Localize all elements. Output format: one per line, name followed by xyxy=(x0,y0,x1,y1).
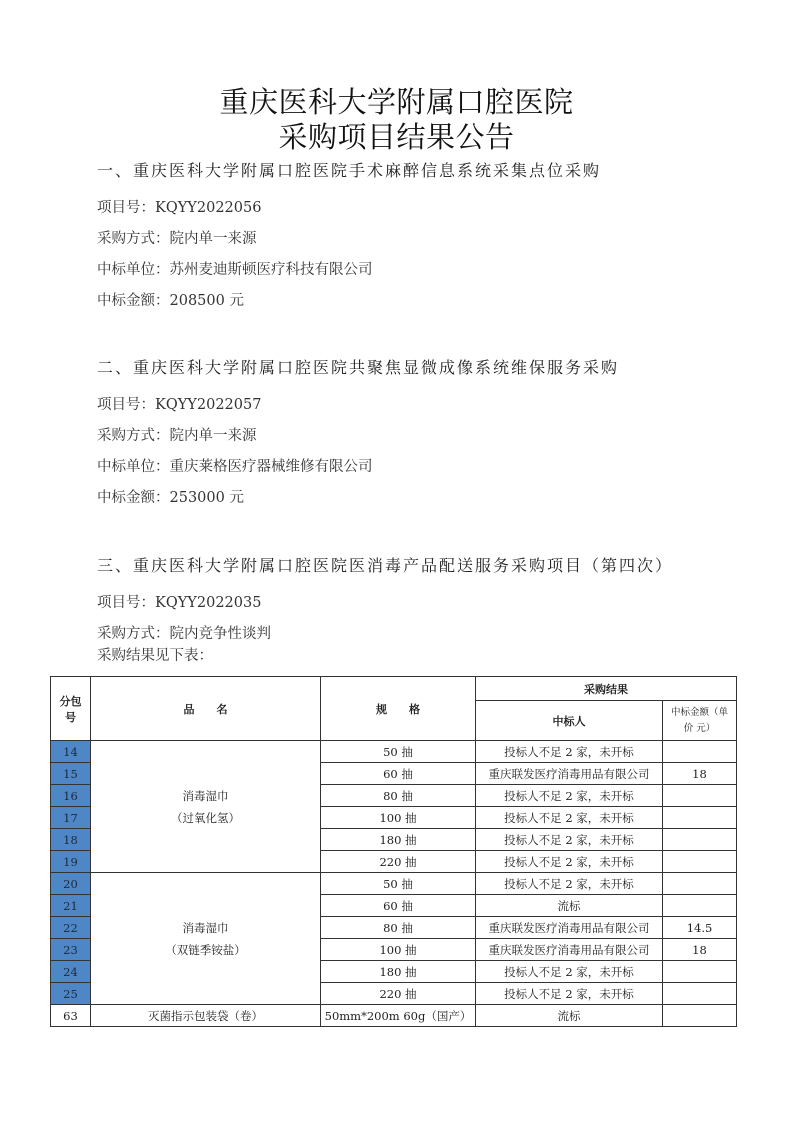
header-text: 价 元） xyxy=(683,722,716,734)
header-text: 号 xyxy=(65,710,76,724)
table-row xyxy=(51,741,737,763)
spec-cell: 100 抽 xyxy=(321,807,476,829)
project-number: 项目号：KQYY2022035 xyxy=(97,595,262,611)
price-cell: 18 xyxy=(663,763,737,785)
product-name-cell xyxy=(91,741,321,873)
price-cell xyxy=(663,1005,737,1027)
spec-cell: 80 抽 xyxy=(321,917,476,939)
price-cell: 14.5 xyxy=(663,917,737,939)
winner-cell: 投标人不足 2 家，未开标 xyxy=(476,873,663,895)
lot-number-header xyxy=(51,677,91,741)
winner-header: 中标人 xyxy=(476,701,663,741)
page-title: 重庆医科大学附属口腔医院 xyxy=(219,85,574,119)
winning-amount: 中标金额：253000 元 xyxy=(97,490,244,506)
winner-cell: 重庆联发医疗消毒用品有限公司 xyxy=(476,917,663,939)
price-cell xyxy=(663,829,737,851)
product-name-cell: 灭菌指示包装袋（卷） xyxy=(91,1005,321,1027)
lot-number-cell: 25 xyxy=(51,983,91,1005)
lot-number-cell: 16 xyxy=(51,785,91,807)
spec-cell: 50mm*200m 60g（国产） xyxy=(321,1005,476,1027)
price-cell xyxy=(663,785,737,807)
product-variant: （过氧化氢） xyxy=(171,810,240,825)
winner-cell: 投标人不足 2 家，未开标 xyxy=(476,807,663,829)
lot-number-cell: 19 xyxy=(51,851,91,873)
spec-cell: 80 抽 xyxy=(321,785,476,807)
winning-bidder: 中标单位：重庆莱格医疗器械维修有限公司 xyxy=(97,459,373,475)
procurement-method: 采购方式：院内单一来源 xyxy=(97,428,257,444)
lot-number-cell: 14 xyxy=(51,741,91,763)
result-note: 采购结果见下表： xyxy=(97,648,213,664)
procurement-method: 采购方式：院内单一来源 xyxy=(97,231,257,247)
winner-cell: 投标人不足 2 家，未开标 xyxy=(476,785,663,807)
price-cell xyxy=(663,741,737,763)
winner-cell: 流标 xyxy=(476,895,663,917)
section-3 xyxy=(97,555,777,666)
table-row xyxy=(51,1005,737,1027)
price-cell xyxy=(663,961,737,983)
price-cell xyxy=(663,983,737,1005)
lot-number-cell: 63 xyxy=(51,1005,91,1027)
lot-number-cell: 24 xyxy=(51,961,91,983)
table-row xyxy=(51,873,737,895)
section-heading: 二、重庆医科大学附属口腔医院共聚焦显微成像系统维保服务采购 xyxy=(97,358,620,377)
winner-cell: 投标人不足 2 家，未开标 xyxy=(476,741,663,763)
winning-bidder: 中标单位：苏州麦迪斯顿医疗科技有限公司 xyxy=(97,262,373,278)
project-number: 项目号：KQYY2022056 xyxy=(97,200,262,216)
spec-cell: 180 抽 xyxy=(321,829,476,851)
price-cell xyxy=(663,807,737,829)
price-cell xyxy=(663,873,737,895)
winner-cell: 投标人不足 2 家，未开标 xyxy=(476,851,663,873)
lot-number-cell: 22 xyxy=(51,917,91,939)
lot-number-cell: 18 xyxy=(51,829,91,851)
section-heading: 一、重庆医科大学附属口腔医院手术麻醉信息系统采集点位采购 xyxy=(97,161,602,180)
winner-cell: 重庆联发医疗消毒用品有限公司 xyxy=(476,939,663,961)
specification-header: 规 格 xyxy=(321,677,476,741)
product-name: 消毒湿巾 xyxy=(182,788,229,803)
winning-amount: 中标金额：208500 元 xyxy=(97,293,244,309)
header-text: 分包 xyxy=(59,694,82,708)
spec-cell: 60 抽 xyxy=(321,895,476,917)
spec-cell: 220 抽 xyxy=(321,983,476,1005)
price-cell xyxy=(663,895,737,917)
section-2 xyxy=(97,357,777,508)
project-number: 项目号：KQYY2022057 xyxy=(97,397,262,413)
spec-cell: 50 抽 xyxy=(321,741,476,763)
price-cell xyxy=(663,851,737,873)
product-name-cell xyxy=(91,873,321,1005)
procurement-method: 采购方式：院内竞争性谈判 xyxy=(97,626,271,642)
spec-cell: 100 抽 xyxy=(321,939,476,961)
winner-cell: 重庆联发医疗消毒用品有限公司 xyxy=(476,763,663,785)
procurement-results-table xyxy=(50,676,737,1027)
lot-number-cell: 17 xyxy=(51,807,91,829)
procurement-result-header: 采购结果 xyxy=(476,677,737,701)
winner-cell: 投标人不足 2 家，未开标 xyxy=(476,829,663,851)
lot-number-cell: 21 xyxy=(51,895,91,917)
winner-cell: 流标 xyxy=(476,1005,663,1027)
header-text: 中标金额（单 xyxy=(670,706,728,718)
product-name-header: 品 名 xyxy=(91,677,321,741)
winner-cell: 投标人不足 2 家，未开标 xyxy=(476,983,663,1005)
unit-price-header xyxy=(663,701,737,741)
winner-cell: 投标人不足 2 家，未开标 xyxy=(476,961,663,983)
product-name: 消毒湿巾 xyxy=(182,920,229,935)
section-heading: 三、重庆医科大学附属口腔医院医消毒产品配送服务采购项目（第四次） xyxy=(97,556,674,575)
spec-cell: 180 抽 xyxy=(321,961,476,983)
spec-cell: 60 抽 xyxy=(321,763,476,785)
lot-number-cell: 20 xyxy=(51,873,91,895)
lot-number-cell: 15 xyxy=(51,763,91,785)
spec-cell: 220 抽 xyxy=(321,851,476,873)
price-cell: 18 xyxy=(663,939,737,961)
product-variant: （双链季铵盐） xyxy=(165,942,246,957)
spec-cell: 50 抽 xyxy=(321,873,476,895)
section-1 xyxy=(97,160,777,311)
page-subtitle: 采购项目结果公告 xyxy=(278,120,515,154)
lot-number-cell: 23 xyxy=(51,939,91,961)
